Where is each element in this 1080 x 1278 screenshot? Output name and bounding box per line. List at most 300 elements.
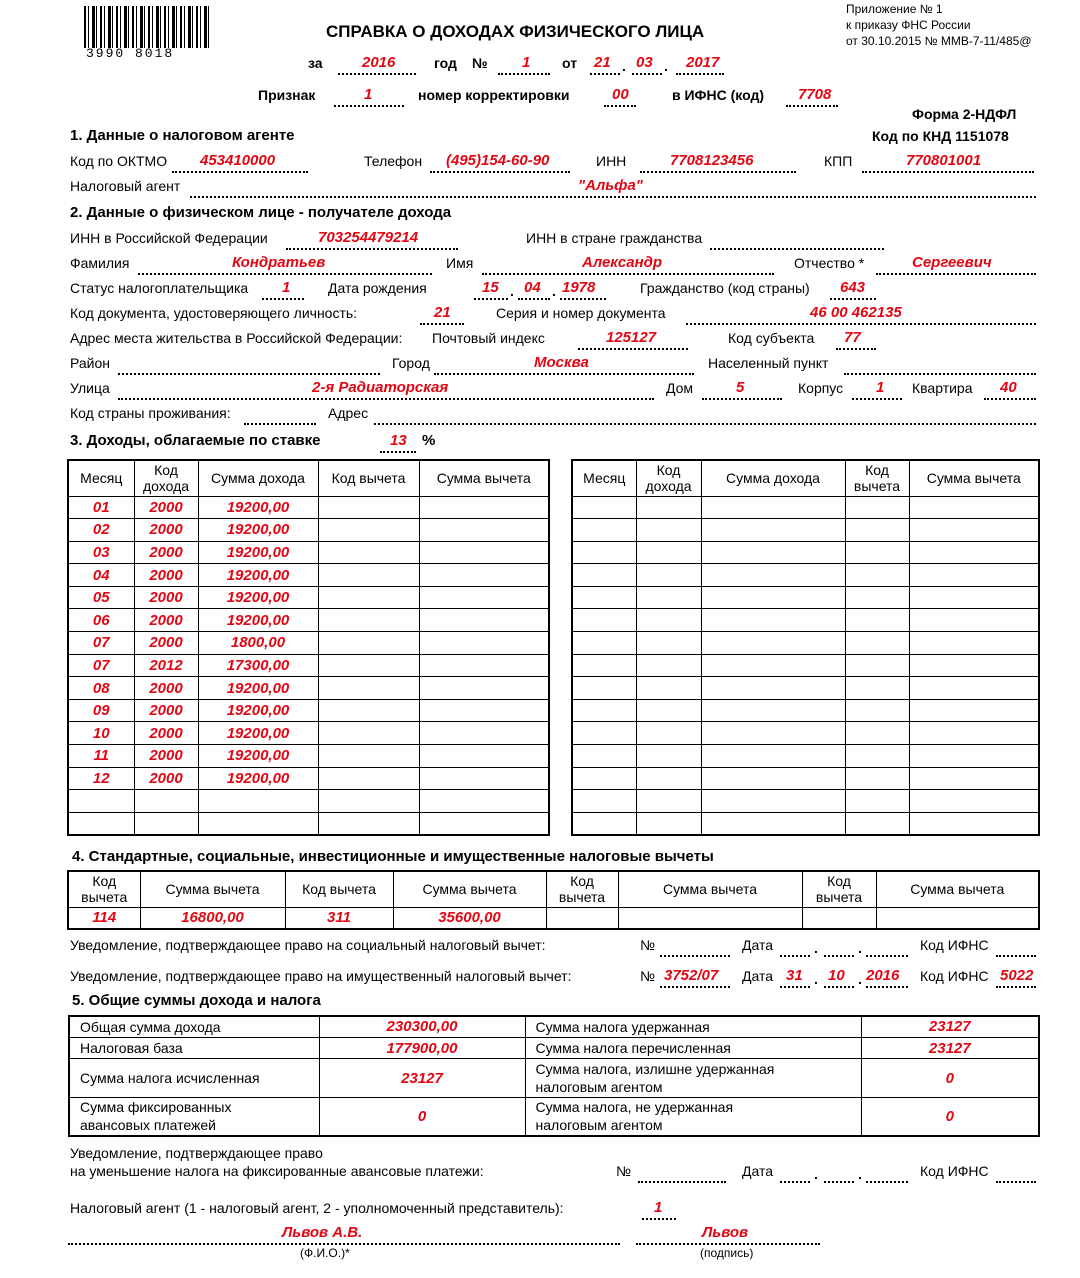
income-code: 2012 — [134, 654, 198, 677]
col-deduct-code-right-2: вычета — [853, 478, 901, 495]
col-income-sum: Сумма дохода — [198, 460, 318, 496]
knd-label: Код по КНД 1151078 — [872, 128, 1009, 144]
phone-label: Телефон — [364, 153, 423, 169]
status-label: Статус налогоплательщика — [70, 280, 249, 296]
empty-cell — [318, 496, 419, 519]
empty-cell — [572, 519, 636, 542]
income-month: 06 — [68, 609, 134, 632]
empty-cell — [909, 609, 1039, 632]
advance-no-label: № — [616, 1163, 632, 1179]
income-row-empty — [572, 812, 1039, 835]
tax-base-value: 177900,00 — [319, 1037, 525, 1058]
appendix-line1: Приложение № 1 — [846, 2, 943, 16]
empty-cell — [318, 519, 419, 542]
birth-day: 15 — [482, 279, 499, 296]
income-row — [68, 496, 549, 519]
doc-number-value: 46 00 462135 — [810, 304, 902, 321]
not-withheld-value: 0 — [861, 1097, 1039, 1136]
empty-cell — [636, 790, 701, 813]
city-label: Город — [392, 355, 430, 371]
empty-cell — [909, 812, 1039, 835]
col-deduct-code-right-1: Код — [865, 462, 889, 479]
income-sum: 19200,00 — [198, 496, 318, 519]
empty-cell — [845, 519, 909, 542]
income-row — [68, 541, 549, 564]
income-sum: 19200,00 — [198, 745, 318, 768]
birth-year: 1978 — [562, 279, 596, 296]
withheld-value: 23127 — [861, 1016, 1039, 1037]
section1-title: 1. Данные о налоговом агенте — [70, 127, 295, 144]
empty-cell — [909, 790, 1039, 813]
correction-value: 00 — [612, 86, 629, 103]
income-sum: 19200,00 — [198, 722, 318, 745]
income-row-empty — [572, 677, 1039, 700]
empty-cell — [636, 745, 701, 768]
ded-col-sum-4: Сумма вычета — [876, 871, 1039, 907]
kpp-label: КПП — [824, 153, 853, 169]
patronymic-label: Отчество * — [794, 255, 865, 271]
street-label: Улица — [70, 380, 110, 396]
empty-cell — [572, 767, 636, 790]
empty-cell — [701, 677, 845, 700]
empty-cell — [701, 812, 845, 835]
ifns-label: в ИФНС (код) — [672, 87, 765, 103]
empty-cell — [572, 541, 636, 564]
empty-cell — [572, 609, 636, 632]
advance-ifns-label: Код ИФНС — [920, 1163, 989, 1179]
income-month: 02 — [68, 519, 134, 542]
income-table-right — [571, 459, 1040, 836]
total-income-value: 230300,00 — [319, 1016, 525, 1037]
notice-property-ifns: 5022 — [1000, 967, 1034, 984]
advance-notice-line1: Уведомление, подтверждающее право — [70, 1145, 323, 1161]
empty-cell — [134, 790, 198, 813]
empty-cell — [845, 699, 909, 722]
empty-cell — [419, 745, 549, 768]
income-code: 2000 — [134, 632, 198, 655]
income-row-empty — [572, 654, 1039, 677]
empty-cell — [636, 812, 701, 835]
inn-value: 7708123456 — [670, 152, 754, 169]
status-value: 1 — [282, 279, 291, 296]
empty-cell — [636, 722, 701, 745]
empty-cell — [572, 745, 636, 768]
income-row — [68, 677, 549, 700]
agent-type-value: 1 — [654, 1199, 663, 1216]
income-month: 10 — [68, 722, 134, 745]
income-row — [68, 632, 549, 655]
income-sum: 19200,00 — [198, 541, 318, 564]
form-label: Форма 2-НДФЛ — [912, 106, 1017, 122]
empty-cell — [636, 767, 701, 790]
empty-cell — [845, 496, 909, 519]
empty-cell — [909, 654, 1039, 677]
ded-code-1: 114 — [68, 907, 140, 929]
notice-property-ifns-label: Код ИФНС — [920, 968, 989, 984]
ifns-value: 7708 — [798, 86, 832, 103]
notice-property-month: 10 — [828, 967, 845, 984]
ded-col-sum-3: Сумма вычета — [618, 871, 802, 907]
not-withheld-label-1: Сумма налога, не удержанная — [535, 1099, 734, 1116]
agent-value: "Альфа" — [578, 177, 643, 194]
income-code: 2000 — [134, 699, 198, 722]
income-row-empty — [572, 609, 1039, 632]
empty-cell — [318, 745, 419, 768]
empty-cell — [572, 586, 636, 609]
empty-cell — [909, 519, 1039, 542]
income-code: 2000 — [134, 767, 198, 790]
total-income-label: Общая сумма дохода — [69, 1016, 319, 1037]
over-value: 0 — [861, 1059, 1039, 1098]
empty-cell — [845, 541, 909, 564]
ded-sum-1: 16800,00 — [140, 907, 285, 929]
fixed-label-2: авансовых платежей — [80, 1117, 217, 1134]
building-value: 1 — [876, 379, 885, 396]
empty-cell — [419, 677, 549, 700]
empty-cell — [636, 677, 701, 700]
priznak-label: Признак — [258, 87, 316, 103]
income-sum: 1800,00 — [198, 632, 318, 655]
income-sum: 19200,00 — [198, 519, 318, 542]
income-row-empty — [68, 790, 549, 813]
empty-cell — [909, 767, 1039, 790]
income-row — [68, 519, 549, 542]
income-row — [68, 722, 549, 745]
income-sum: 19200,00 — [198, 564, 318, 587]
empty-cell — [701, 790, 845, 813]
empty-cell — [845, 745, 909, 768]
income-sum: 19200,00 — [198, 586, 318, 609]
doc-number-label: Серия и номер документа — [496, 305, 666, 321]
empty-cell — [636, 496, 701, 519]
income-row — [68, 654, 549, 677]
tax-calc-label: Сумма налога исчисленная — [69, 1059, 319, 1098]
income-sum: 19200,00 — [198, 767, 318, 790]
notice-property-label: Уведомление, подтверждающее право на имущественный налоговый вычет: — [70, 968, 572, 984]
empty-cell — [318, 564, 419, 587]
col-income-sum-right: Сумма дохода — [701, 460, 845, 496]
citizenship-label: Гражданство (код страны) — [640, 280, 810, 296]
income-code: 2000 — [134, 722, 198, 745]
empty-cell — [636, 586, 701, 609]
income-row-empty — [572, 519, 1039, 542]
fio-caption: (Ф.И.О.)* — [300, 1246, 350, 1260]
fixed-value: 0 — [319, 1097, 525, 1136]
empty-cell — [701, 586, 845, 609]
empty-cell — [701, 654, 845, 677]
income-code: 2000 — [134, 541, 198, 564]
notice-property-date-label: Дата — [742, 968, 774, 984]
col-month: Месяц — [68, 460, 134, 496]
empty-cell — [419, 790, 549, 813]
ded-col-code-4: Код — [827, 873, 851, 890]
fixed-label-1: Сумма фиксированных — [80, 1099, 232, 1116]
za-label: за — [308, 55, 323, 71]
empty-cell — [701, 722, 845, 745]
empty-cell — [845, 609, 909, 632]
empty-cell — [318, 677, 419, 700]
doc-code-value: 21 — [434, 304, 451, 321]
over-label-1: Сумма налога, излишне удержанная — [535, 1061, 775, 1077]
empty-cell — [701, 496, 845, 519]
income-code: 2000 — [134, 745, 198, 768]
appendix-line2: к приказу ФНС России — [846, 18, 971, 32]
inn-label: ИНН — [596, 153, 627, 169]
advance-date-label: Дата — [742, 1163, 774, 1179]
empty-cell — [701, 564, 845, 587]
col-income-code-2: дохода — [142, 478, 190, 495]
barcode-number: 3990 8018 — [86, 46, 175, 61]
empty-cell — [419, 632, 549, 655]
empty-cell — [909, 496, 1039, 519]
empty-cell — [636, 541, 701, 564]
income-code: 2000 — [134, 496, 198, 519]
income-row — [68, 745, 549, 768]
rate-value: 13 — [390, 432, 407, 449]
income-month: 05 — [68, 586, 134, 609]
empty-cell — [419, 609, 549, 632]
empty-cell — [909, 699, 1039, 722]
inn-rf-value: 703254479214 — [318, 229, 419, 246]
district-label: Район — [70, 355, 110, 371]
region-label: Код субъекта — [728, 330, 815, 346]
income-row-empty — [572, 745, 1039, 768]
income-row-empty — [572, 496, 1039, 519]
over-label-2: налоговым агентом — [535, 1079, 663, 1095]
oktmo-label: Код по ОКТМО — [70, 153, 168, 169]
section5-title: 5. Общие суммы дохода и налога — [72, 992, 321, 1009]
name-label: Имя — [446, 255, 474, 271]
empty-cell — [419, 654, 549, 677]
empty-cell — [845, 586, 909, 609]
income-code: 2000 — [134, 519, 198, 542]
notice-property-year: 2016 — [866, 967, 900, 984]
income-code: 2000 — [134, 677, 198, 700]
empty-cell — [845, 654, 909, 677]
income-row-empty — [68, 812, 549, 835]
empty-cell — [318, 767, 419, 790]
section3-title: 3. Доходы, облагаемые по ставке — [70, 432, 321, 449]
income-row — [68, 564, 549, 587]
income-row — [68, 767, 549, 790]
income-month: 04 — [68, 564, 134, 587]
date-day: 21 — [594, 54, 611, 71]
income-row — [68, 586, 549, 609]
empty-cell — [845, 812, 909, 835]
empty-cell — [198, 812, 318, 835]
priznak-value: 1 — [364, 86, 373, 103]
notice-social-date-label: Дата — [742, 937, 774, 953]
number-value: 1 — [522, 54, 531, 71]
income-month: 03 — [68, 541, 134, 564]
income-code: 2000 — [134, 564, 198, 587]
empty-cell — [701, 541, 845, 564]
empty-cell — [419, 564, 549, 587]
income-month: 01 — [68, 496, 134, 519]
birth-label: Дата рождения — [328, 280, 427, 296]
name-value: Александр — [582, 254, 663, 271]
income-table-left — [67, 459, 550, 836]
notice-social-ifns-label: Код ИФНС — [920, 937, 989, 953]
year-value: 2016 — [362, 54, 396, 71]
empty-cell — [318, 699, 419, 722]
empty-cell — [572, 699, 636, 722]
empty-cell — [845, 677, 909, 700]
ded-col-sum-1: Сумма вычета — [140, 871, 285, 907]
percent-sign: % — [422, 432, 436, 449]
empty-cell — [318, 541, 419, 564]
income-row-empty — [572, 767, 1039, 790]
income-sum: 17300,00 — [198, 654, 318, 677]
empty-cell — [318, 654, 419, 677]
empty-cell — [572, 812, 636, 835]
empty-cell — [572, 654, 636, 677]
col-deduct-sum-right: Сумма вычета — [909, 460, 1039, 496]
empty-cell — [572, 632, 636, 655]
section4-title: 4. Стандартные, социальные, инвестиционные и имущественные налоговые вычеты — [72, 848, 714, 865]
kpp-value: 770801001 — [906, 152, 982, 169]
empty-cell — [845, 722, 909, 745]
empty-cell — [419, 699, 549, 722]
notice-property-day: 31 — [786, 967, 803, 984]
house-value: 5 — [736, 379, 745, 396]
phone-value: (495)154-60-90 — [446, 152, 550, 169]
totals-table — [68, 1015, 1040, 1137]
income-row — [68, 699, 549, 722]
col-deduct-code: Код вычета — [318, 460, 419, 496]
empty-cell — [572, 790, 636, 813]
income-sum: 19200,00 — [198, 677, 318, 700]
agent-label: Налоговый агент — [70, 178, 181, 194]
street-value: 2-я Радиаторская — [312, 379, 449, 396]
transferred-value: 23127 — [861, 1037, 1039, 1058]
empty-cell — [636, 519, 701, 542]
empty-cell — [701, 609, 845, 632]
empty-cell — [68, 812, 134, 835]
income-code: 2000 — [134, 609, 198, 632]
empty-cell — [636, 654, 701, 677]
address2-label: Адрес — [328, 405, 369, 421]
ded-col-code-3: Код — [570, 873, 594, 890]
income-month: 09 — [68, 699, 134, 722]
empty-cell — [318, 609, 419, 632]
col-deduct-sum: Сумма вычета — [419, 460, 549, 496]
ded-col-code-1b: вычета — [81, 889, 128, 906]
empty-cell — [636, 609, 701, 632]
income-month: 11 — [68, 745, 134, 768]
empty-cell — [198, 790, 318, 813]
income-month: 07 — [68, 654, 134, 677]
empty-cell — [636, 632, 701, 655]
empty-cell — [909, 564, 1039, 587]
income-row-empty — [572, 564, 1039, 587]
income-month: 07 — [68, 632, 134, 655]
empty-cell — [909, 586, 1039, 609]
income-row — [68, 609, 549, 632]
empty-cell — [419, 496, 549, 519]
empty-cell — [419, 767, 549, 790]
empty-cell — [572, 722, 636, 745]
citizenship-value: 643 — [840, 279, 866, 296]
income-row-empty — [572, 586, 1039, 609]
empty-cell — [68, 790, 134, 813]
notice-property-number: 3752/07 — [664, 967, 719, 984]
empty-cell — [909, 632, 1039, 655]
empty-cell — [419, 812, 549, 835]
date-month: 03 — [636, 54, 653, 71]
city-value: Москва — [534, 354, 589, 371]
empty-cell — [701, 632, 845, 655]
ded-col-code-4b: вычета — [815, 889, 863, 906]
empty-cell — [318, 812, 419, 835]
section2-title: 2. Данные о физическом лице - получателе дохода — [70, 204, 452, 221]
withheld-label: Сумма налога удержанная — [525, 1016, 861, 1037]
surname-label: Фамилия — [70, 255, 130, 271]
birth-month: 04 — [524, 279, 541, 296]
income-sum: 19200,00 — [198, 609, 318, 632]
income-code: 2000 — [134, 586, 198, 609]
col-income-code-right-2: дохода — [645, 478, 692, 495]
empty-cell — [845, 790, 909, 813]
ded-col-code-1: Код — [92, 873, 117, 890]
region-value: 77 — [844, 329, 861, 346]
empty-cell — [701, 699, 845, 722]
empty-cell — [318, 632, 419, 655]
locality-label: Населенный пункт — [708, 355, 829, 371]
income-row-empty — [572, 790, 1039, 813]
ded-col-code-2: Код вычета — [285, 871, 393, 907]
ded-sum-2: 35600,00 — [393, 907, 546, 929]
tax-calc-value: 23127 — [319, 1059, 525, 1098]
empty-cell — [701, 767, 845, 790]
residence-country-label: Код страны проживания: — [70, 405, 231, 421]
empty-cell — [419, 541, 549, 564]
apartment-value: 40 — [1000, 379, 1017, 396]
empty-cell — [318, 790, 419, 813]
deductions-table — [67, 870, 1040, 930]
empty-cell — [419, 519, 549, 542]
appendix-line3: от 30.10.2015 № ММВ-7-11/485@ — [846, 34, 1032, 48]
empty-cell — [845, 632, 909, 655]
notice-social-no-label: № — [640, 937, 656, 953]
notice-social-label: Уведомление, подтверждающее право на социальный налоговый вычет: — [70, 937, 546, 953]
patronymic-value: Сергеевич — [912, 254, 992, 271]
empty-cell — [845, 564, 909, 587]
empty-cell — [572, 564, 636, 587]
col-month-right: Месяц — [572, 460, 636, 496]
doc-code-label: Код документа, удостоверяющего личность: — [70, 305, 358, 321]
empty-cell — [909, 722, 1039, 745]
not-withheld-label-2: налоговым агентом — [535, 1117, 663, 1134]
empty-cell — [318, 722, 419, 745]
empty-cell — [318, 586, 419, 609]
inn-foreign-label: ИНН в стране гражданства — [526, 230, 703, 246]
god-label: год — [434, 55, 457, 71]
empty-cell — [134, 812, 198, 835]
signature-value: Львов — [702, 1224, 749, 1241]
surname-value: Кондратьев — [232, 254, 326, 271]
income-row-empty — [572, 699, 1039, 722]
notice-property-no-label: № — [640, 968, 656, 984]
agent-type-label: Налоговый агент (1 - налоговый агент, 2 - уполномоченный представитель): — [70, 1200, 564, 1216]
postal-label: Почтовый индекс — [432, 330, 545, 346]
income-row-empty — [572, 632, 1039, 655]
empty-cell — [845, 767, 909, 790]
apartment-label: Квартира — [912, 380, 973, 396]
building-label: Корпус — [798, 380, 844, 396]
empty-cell — [909, 745, 1039, 768]
advance-notice-line2: на уменьшение налога на фиксированные авансовые платежи: — [70, 1163, 484, 1179]
